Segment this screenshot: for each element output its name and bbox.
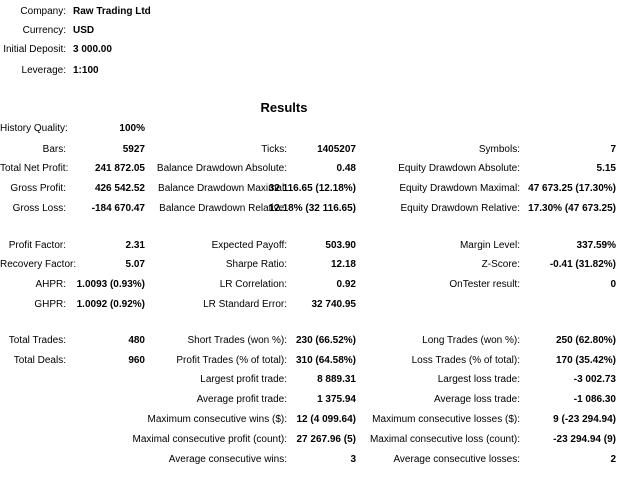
stat-value: 2	[610, 454, 616, 465]
stat-value: 1405207	[317, 144, 356, 155]
stat-value: 100%	[119, 123, 145, 134]
stat-value: 5927	[122, 144, 145, 155]
stat-value: 230 (66.52%)	[295, 335, 356, 346]
stat-label: Average loss trade:	[434, 394, 520, 405]
stat-label: LR Correlation:	[219, 279, 287, 290]
stat-label: GHPR:	[34, 299, 66, 310]
stat-label: Long Trades (won %):	[422, 335, 520, 346]
stat-value: 0	[610, 279, 616, 290]
stat-label: Balance Drawdown Relative:	[159, 203, 287, 214]
stat-value: -184 670.47	[91, 203, 145, 214]
stat-value: -23 294.94 (9)	[553, 434, 616, 445]
stat-value: 5.07	[125, 259, 145, 270]
stat-label: Average consecutive wins:	[168, 454, 287, 465]
stat-label: Total Trades:	[8, 335, 66, 346]
stat-value: 7	[610, 144, 616, 155]
stat-label: Average profit trade:	[196, 394, 287, 405]
stat-value: -3 002.73	[573, 374, 616, 385]
results-title: Results	[260, 100, 308, 115]
stat-label: Ticks:	[261, 144, 287, 155]
stat-label: Loss Trades (% of total):	[411, 355, 520, 366]
stat-label: Maximal consecutive profit (count):	[132, 434, 287, 445]
stat-label: Maximal consecutive loss (count):	[369, 434, 520, 445]
stat-label: Z-Score:	[481, 259, 520, 270]
leverage-value: 1:100	[73, 65, 99, 76]
stat-label: Largest profit trade:	[200, 374, 287, 385]
stat-label: AHPR:	[35, 279, 66, 290]
deposit-value: 3 000.00	[73, 44, 112, 55]
stat-label: Gross Profit:	[10, 183, 66, 194]
currency-value: USD	[73, 25, 95, 36]
stat-label: Margin Level:	[459, 240, 520, 251]
stat-value: 2.31	[125, 240, 145, 251]
stat-label: Recovery Factor:	[0, 259, 77, 270]
currency-label: Currency:	[22, 25, 66, 36]
stat-value: 960	[128, 355, 145, 366]
stat-value: 0.92	[336, 279, 356, 290]
stat-value: 426 542.52	[94, 183, 145, 194]
stat-label: Equity Drawdown Maximal:	[399, 183, 520, 194]
stat-label: Symbols:	[478, 144, 520, 155]
stat-label: History Quality:	[0, 123, 68, 134]
stat-label: Total Deals:	[13, 355, 66, 366]
stat-value: 5.15	[596, 163, 616, 174]
stat-value: 12.18% (32 116.65)	[268, 203, 356, 214]
stat-value: 47 673.25 (17.30%)	[528, 183, 616, 194]
stat-label: Average consecutive losses:	[393, 454, 520, 465]
stat-label: Balance Drawdown Maximal:	[158, 183, 287, 194]
stat-value: -1 086.30	[573, 394, 616, 405]
stat-value: -0.41 (31.82%)	[549, 259, 616, 270]
stat-label: LR Standard Error:	[203, 299, 287, 310]
stat-label: Equity Drawdown Relative:	[400, 203, 520, 214]
stat-label: Largest loss trade:	[437, 374, 520, 385]
stat-value: 503.90	[325, 240, 356, 251]
leverage-label: Leverage:	[21, 65, 66, 76]
stat-value: 12 (4 099.64)	[296, 414, 356, 425]
stat-value: 32 740.95	[311, 299, 356, 310]
stat-label: Equity Drawdown Absolute:	[398, 163, 520, 174]
stat-value: 1.0093 (0.93%)	[76, 279, 145, 290]
stat-value: 9 (-23 294.94)	[553, 414, 616, 425]
stat-value: 241 872.05	[94, 163, 145, 174]
stat-label: Profit Trades (% of total):	[176, 355, 287, 366]
stat-value: 1 375.94	[317, 394, 356, 405]
stat-label: Profit Factor:	[8, 240, 66, 251]
stat-label: Expected Payoff:	[211, 240, 287, 251]
stat-label: OnTester result:	[449, 279, 520, 290]
stat-value: 310 (64.58%)	[295, 355, 356, 366]
stat-label: Short Trades (won %):	[187, 335, 287, 346]
stat-label: Total Net Profit:	[0, 163, 69, 174]
deposit-label: Initial Deposit:	[3, 44, 66, 55]
company-label: Company:	[20, 6, 66, 17]
stat-label: Maximum consecutive wins ($):	[147, 414, 287, 425]
stat-label: Maximum consecutive losses ($):	[372, 414, 520, 425]
stat-value: 17.30% (47 673.25)	[528, 203, 616, 214]
stat-value: 0.48	[336, 163, 356, 174]
stat-value: 337.59%	[576, 240, 616, 251]
company-value: Raw Trading Ltd	[73, 6, 151, 17]
stat-value: 12.18	[330, 259, 356, 270]
stat-value: 250 (62.80%)	[555, 335, 616, 346]
stat-value: 8 889.31	[317, 374, 356, 385]
stat-value: 170 (35.42%)	[555, 355, 616, 366]
stat-label: Gross Loss:	[12, 203, 66, 214]
stat-value: 1.0092 (0.92%)	[76, 299, 145, 310]
stat-label: Bars:	[42, 144, 66, 155]
stat-value: 32 116.65 (12.18%)	[268, 183, 356, 194]
stat-value: 27 267.96 (5)	[296, 434, 356, 445]
stat-value: 3	[350, 454, 356, 465]
stat-label: Sharpe Ratio:	[225, 259, 287, 270]
stat-value: 480	[128, 335, 145, 346]
stat-label: Balance Drawdown Absolute:	[156, 163, 287, 174]
